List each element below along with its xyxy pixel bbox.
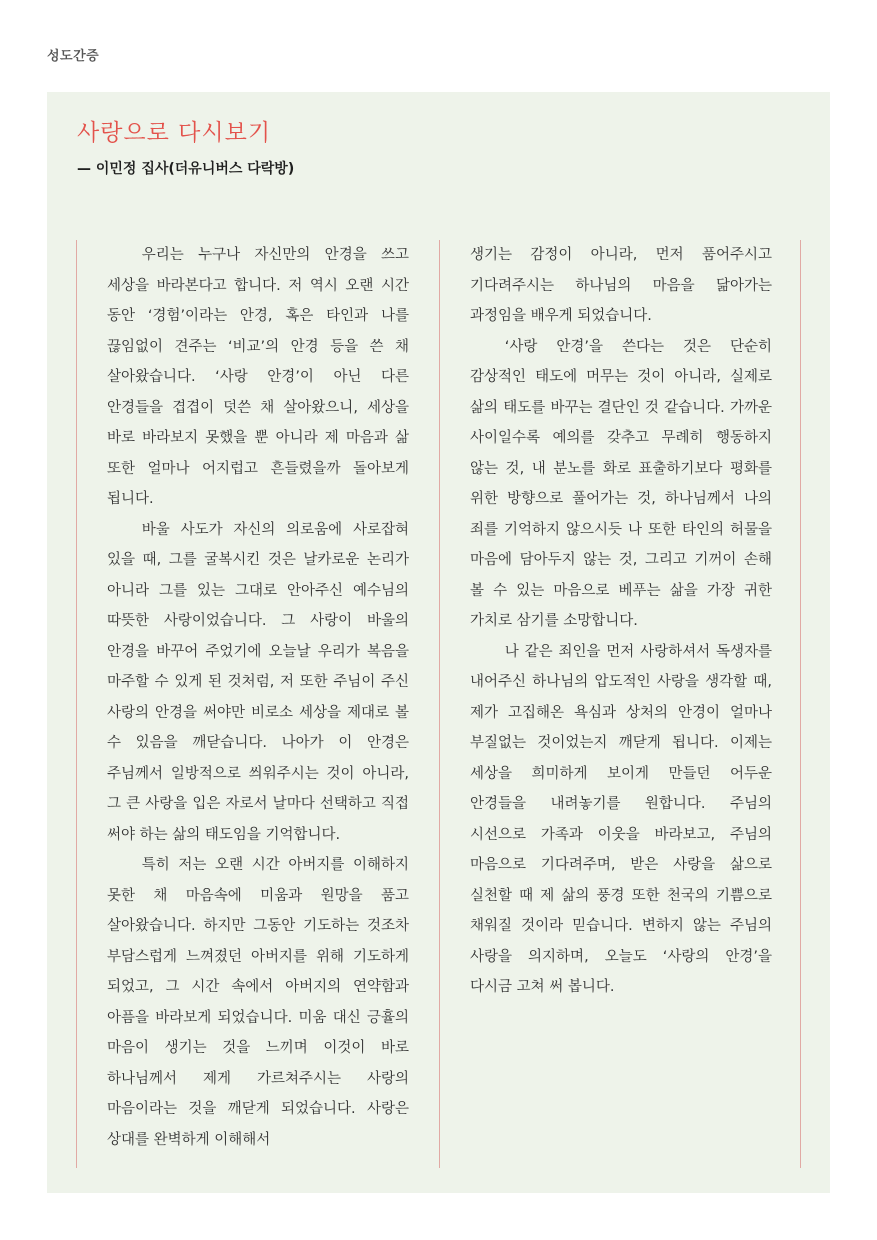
paragraph: 특히 저는 오랜 시간 아버지를 이해하지 못한 채 마음속에 미움과 원망을 품고 살아왔습니다. 하지만 그동안 기도하는 것조차 부담스럽게 느껴졌던 아버지를 위해 기도하게 되었고, 그 시간 속에서 아버지의 연약함과 아픔을 바라보게 되었습니다. 미움 대신 긍휼의 마음이 생기는 것을 느끼며 이것이 바로 하나님께서 제게 가르쳐주시는 사랑의 마음이라는 것을 깨닫게 되었습니다. 사랑은 상대를 완벽하게 이해해서 — [107, 857, 409, 1148]
paragraph: ‘사랑 안경’을 쓴다는 것은 단순히 감상적인 태도에 머무는 것이 아니라, 실제로 삶의 태도를 바꾸는 결단인 것 같습니다. 가까운 사이일수록 예의를 갖추고 무례히 행동하지 않는 것, 내 분노를 화로 표출하기보다 평화를 위한 방향으로 풀어가는 것, 하나님께서 나의 죄를 기억하지 않으시듯 나 또한 타인의 허물을 마음에 담아두지 않는 것, 그리고 기꺼이 손해 볼 수 있는 마음으로 베푸는 삶을 가장 귀한 가치로 삼기를 소망합니다. — [470, 338, 772, 629]
article-title: 사랑으로 다시보기 — [77, 120, 272, 146]
paragraph: 바울 사도가 자신의 의로움에 사로잡혀 있을 때, 그를 굴복시킨 것은 날카로운 논리가 아니라 그를 있는 그대로 안아주신 예수님의 따뜻한 사랑이었습니다. 그 사랑이 바울의 안경을 바꾸어 주었기에 오늘날 우리가 복음을 마주할 수 있게 된 것처럼, 저 또한 주님이 주신 사랑의 안경을 써야만 비로소 세상을 제대로 볼 수 있음을 깨닫습니다. 나아가 이 안경은 주님께서 일방적으로 씌워주시는 것이 아니라, 그 큰 사랑을 입은 자로서 날마다 선택하고 직접 써야 하는 삶의 태도임을 기억합니다. — [107, 521, 409, 843]
paragraph: 나 같은 죄인을 먼저 사랑하셔서 독생자를 내어주신 하나님의 압도적인 사랑을 생각할 때, 제가 고집해온 욕심과 상처의 안경이 얼마나 부질없는 것이었는지 깨닫게 됩니다. 이제는 세상을 희미하게 보이게 만들던 어두운 안경들을 내려놓기를 원합니다. 주님의 시선으로 가족과 이웃을 바라보고, 주님의 마음으로 기다려주며, 받은 사랑을 삶으로 실천할 때 제 삶의 풍경 또한 천국의 기쁨으로 채워질 것이라 믿습니다. 변하지 않는 주님의 사랑을 의지하며, 오늘도 ‘사랑의 안경’을 다시금 고쳐 써 봅니다. — [470, 643, 772, 995]
paragraph-continued: 생기는 감정이 아니라, 먼저 품어주시고 기다려주시는 하나님의 마음을 닮아가는 과정임을 배우게 되었습니다. — [470, 247, 772, 324]
article-column-left — [76, 240, 440, 1168]
paragraph: 우리는 누구나 자신만의 안경을 쓰고 세상을 바라본다고 합니다. 저 역시 오랜 시간 동안 ‘경험’이라는 안경, 혹은 타인과 나를 끊임없이 견주는 ‘비교’의 안경 등을 쓴 채 살아왔습니다. ‘사랑 안경’이 아닌 다른 안경들을 겹겹이 덧쓴 채 살아왔으니, 세상을 바로 바라보지 못했을 뿐 아니라 제 마음과 삶 또한 얼마나 어지럽고 흔들렸을까 돌아보게 됩니다. — [107, 247, 409, 507]
article-byline: — 이민정 집사(더유니버스 다락방) — [77, 161, 295, 177]
section-label: 성도간증 — [47, 49, 100, 64]
article-column-right — [470, 240, 801, 1168]
article-panel — [47, 92, 830, 1193]
